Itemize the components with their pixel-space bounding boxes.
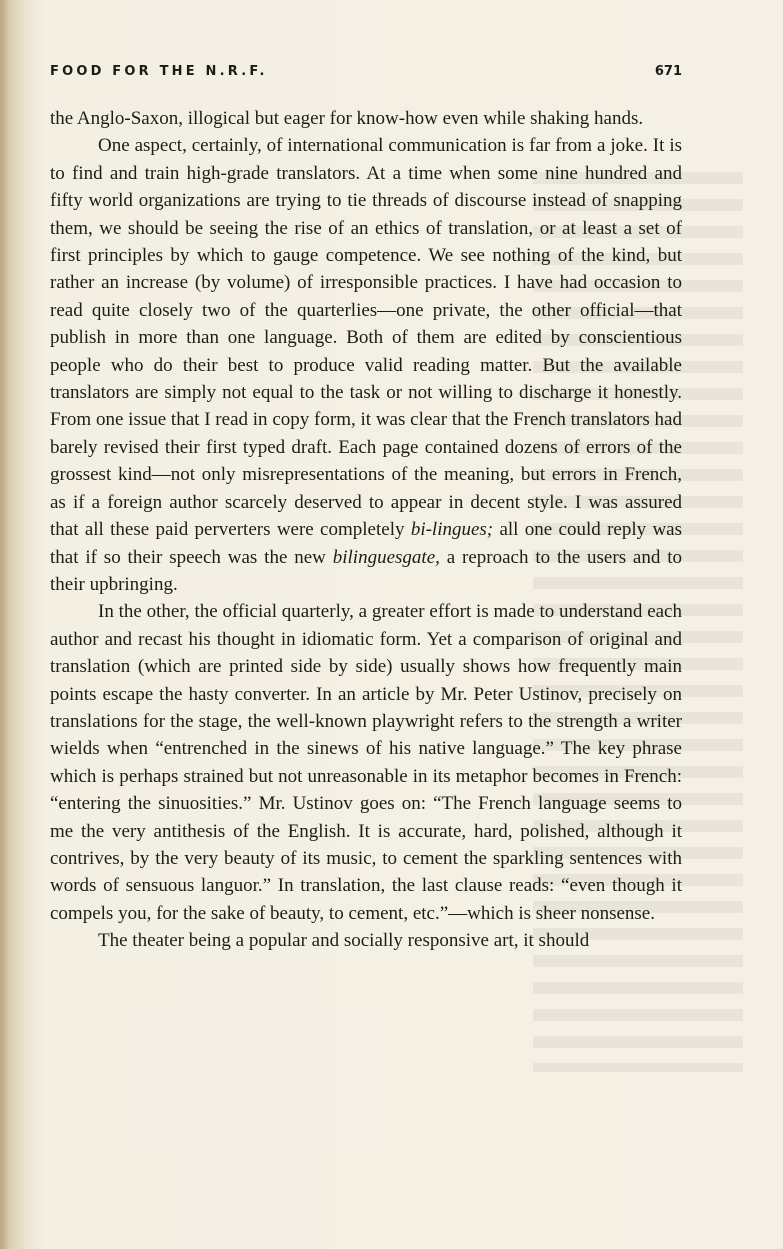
spine-shadow [0, 0, 8, 1249]
running-title: FOOD FOR THE N.R.F. [50, 64, 268, 79]
text-segment: In the other, the official quarterly, a greater effort is made to understand each author and recast his thought in idiomatic form. Yet a comparison of original and translation (which are printed side by side) usually shows how frequently main points escape the hasty converter. In an article by Mr. Peter Ustinov, precisely on translations for the stage, the well-known playwright refers to the strength a writer wields when “entrenched in the sinews of his native language.” The key phrase which is perhaps strained but not unreasonable in its metaphor becomes in French: “entering the sinuosities.” Mr. Ustinov goes on: “The French language seems to me the very antithesis of the English. It is accurate, hard, polished, although it contrives, by the very beauty of its music, to cement the sparkling sentences with words of sensuous languor.” In translation, the last clause reads: “even though it compels you, for the sake of beauty, to cement, etc.”—which is sheer nonsense. [50, 601, 682, 924]
paragraph-4 [50, 927, 682, 954]
italic-text: bilinguesgate, [332, 546, 440, 568]
page-number: 671 [654, 64, 682, 79]
text-segment: a reproach to the users and to their upbringing. [50, 546, 683, 595]
paragraph-2 [50, 132, 682, 598]
running-head [50, 64, 682, 84]
text-segment: all one could reply was that if so their speech was the new [50, 519, 682, 568]
italic-text: bi-lingues; [410, 519, 494, 541]
body-text [50, 105, 682, 955]
text-segment: The theater being a popular and socially responsive art, it should [98, 930, 590, 952]
paragraph-1 [50, 105, 682, 132]
paragraph-3 [50, 598, 682, 927]
text-segment: One aspect, certainly, of international communication is far from a joke. It is to find and train high-grade translators. At a time when some nine hundred and fifty world organizations are trying to tie threads of discourse instead of snapping them, we should be seeing the rise of an ethics of translation, or at least a set of first principles by which to gauge competence. We see nothing of the kind, but rather an increase (by volume) of irresponsible practices. I have had occasion to read quite closely two of the quarterlies—one private, the other official—that publish in more than one language. Both of them are edited by conscientious people who do their best to produce valid reading matter. But the available translators are simply not equal to the task or not willing to discharge it honestly. From one issue that I read in copy form, it was clear that the French translators had barely revised their first typed draft. Each page contained dozens of errors of the grossest kind—not only misrepresentations of the meaning, but errors in French, as if a foreign author scarcely deserved to appear in decent style. I was assured that all these paid perverters were completely [50, 135, 682, 541]
text-segment: the Anglo-Saxon, illogical but eager for know-how even while shaking hands. [50, 108, 644, 129]
